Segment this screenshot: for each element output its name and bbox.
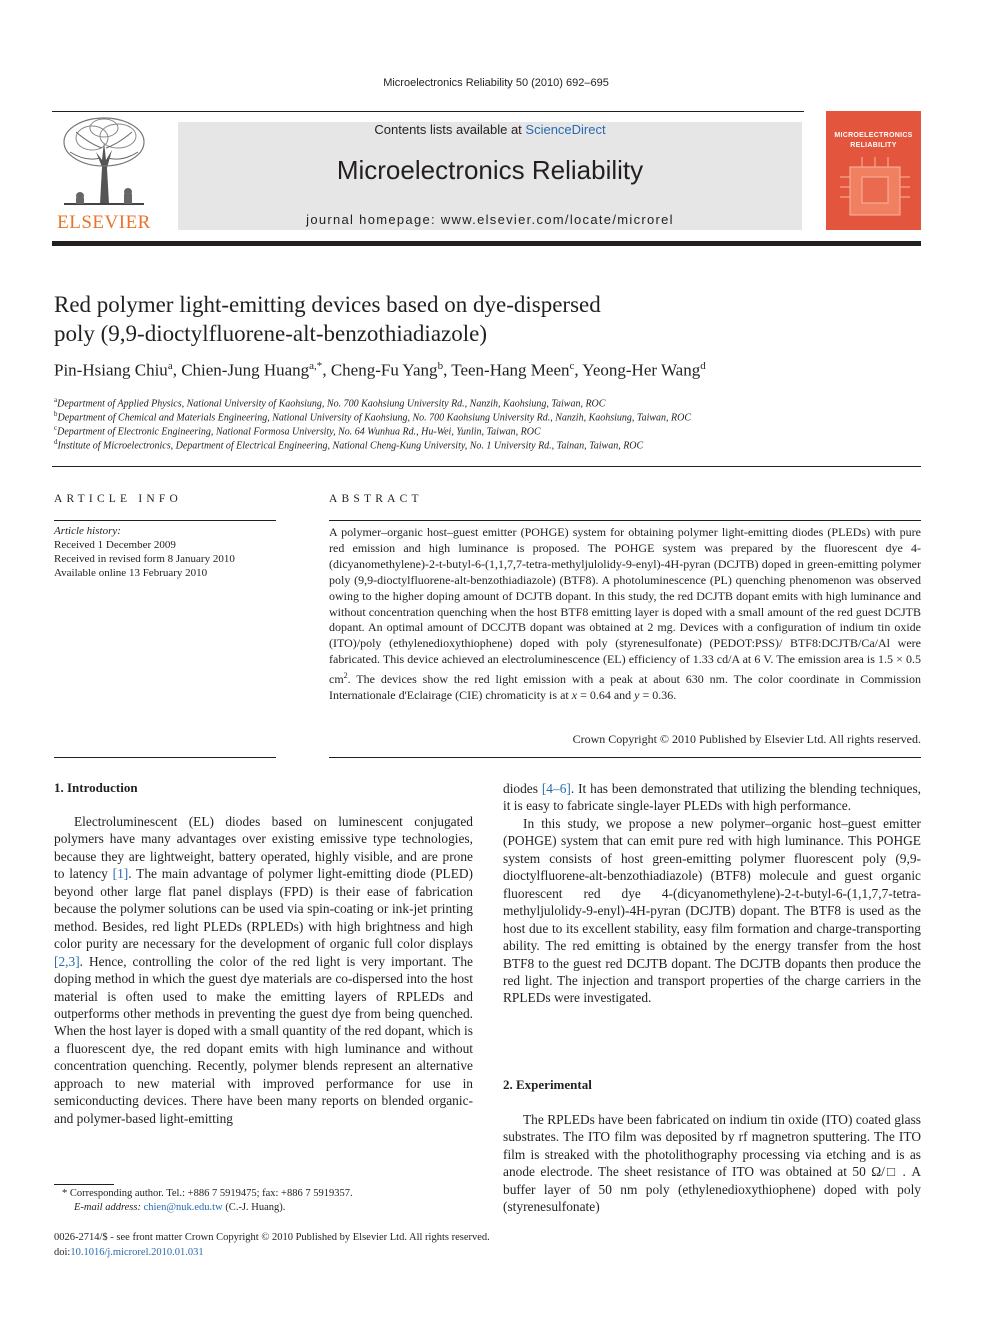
affiliation-marker: b	[54, 410, 58, 418]
corresponding-author-footnote	[62, 1187, 482, 1215]
publisher-logo[interactable]	[52, 112, 156, 236]
front-matter-line: 0026-2714/$ - see front matter Crown Copyright © 2010 Published by Elsevier Ltd. All rights reserved.	[54, 1232, 490, 1243]
abstract-copyright: Crown Copyright © 2010 Published by Elsevier Ltd. All rights reserved.	[572, 732, 921, 746]
cover-title-line-2: RELIABILITY	[850, 142, 897, 149]
section-rule	[52, 466, 921, 467]
received-date: Received 1 December 2009	[54, 539, 176, 551]
intro-paragraph: In this study, we propose a new polymer–organic host–guest emitter (POHGE) system that can emit pure red with high luminance. This POHGE system consists of host green-emitting polymer fluorescent poly (9,9-dioctylfluorene-alt-benzothiadiazole) (BTF8) molecule and guest organic fluorescent red dye 4-(dicyanomethylene)-2-t-butyl-6-(1,1,7,7-tetra-methyljulolidy-9-enyl)-4H-pyran (DCJTB) dopant. The BTF8 is used as the host due to its excellent stability, easy film formation and charge-transporting ability. The red emitting is obtained by the energy transfer from the host BTF8 to the guest red DCJTB dopant. The DCJTB dopants then produce the red light. The injection and transport properties of the charge carriers in the RPLEDs were investigated.	[503, 815, 921, 1006]
text-run: Electroluminescent (EL) diodes based on luminescent conjugated polymers have many advantages over existing emissive type technologies, because they are lightweight, battery operated, highly visible, and are prone to latency	[54, 814, 473, 882]
article-info-rule	[54, 520, 276, 521]
article-title-line-1: Red polymer light-emitting devices based on dye-dispersed	[54, 292, 601, 317]
email-link[interactable]: chien@nuk.edu.tw	[143, 1202, 223, 1213]
x-variable: x	[571, 688, 578, 703]
citation-link[interactable]: [2,3]	[54, 953, 80, 969]
footnote-contact: * Corresponding author. Tel.: +886 7 5919475; fax: +886 7 5919357.	[62, 1188, 353, 1199]
online-date: Available online 13 February 2010	[54, 567, 208, 579]
abstract-rule	[329, 757, 921, 758]
footnote-email-line	[62, 1201, 482, 1215]
affiliation	[54, 410, 924, 423]
left-column	[54, 813, 473, 1127]
right-column	[503, 780, 921, 1007]
citation-link[interactable]: [4–6]	[541, 781, 571, 796]
author-name[interactable]: Pin-Hsiang Chiu	[54, 360, 168, 380]
affiliation-text: Department of Chemical and Materials Engineering, National University of Kaohsiung, No. 700 Kaohsiung University Rd., Nanzih, Kaohsiung, Taiwan, ROC	[57, 412, 692, 424]
page-footer	[54, 1231, 654, 1260]
abstract-part: A polymer–organic host–guest emitter (POHGE) system for obtaining polymer light-emitting diodes (PLEDs) with pure red emission and high luminance is proposed. The POHGE system was prepared by the fluorescent dye 4-(dicyanomethylene)-2-t-butyl-6-(1,1,7,7-tetra-methyljulolidy-9-enyl)-4H-pyran (DCJTB) doped in green-emitting polymer poly (9,9-dioctylfluorene-alt-benzothiadiazole) (BTF8). A photoluminescence (PL) quenching phenomenon was observed owing to the higher doping amount of DCJTB dopant. In this study, the red DCJTB dopant emits with high luminance and without concentration quenching when the host BTF8 emitting layer is doped with a small amount of the red guest DCJTB dopant. An optimal amount of DCCJTB dopant was obtained at 2 mg. Devices with a configuration of indium tin oxide (ITO)/poly (ethylenedioxythiophene) doped with poly (styrenesulfonate) (PEDOT:PSS)/ BTF8:DCJTB/Ca/Al were fabricated. This device achieved an electroluminescence (EL) efficiency of 1.33 cd/A at 6 V. The emission area is 1.5 × 0.5 cm	[329, 525, 921, 687]
sciencedirect-link[interactable]: ScienceDirect	[525, 122, 606, 137]
text-run: . The main advantage of polymer light-emitting diode (PLED) beyond other large flat panel displays (FPD) is their ease of fabrication because the polymer solutions can be used via spin-coating or ink-jet printing method. Besides, red light PLEDs (RPLEDs) with high brightness and high color purity are necessary for the development of organic full color displays	[54, 866, 473, 952]
affiliation-text: Institute of Microelectronics, Department of Electrical Engineering, National Cheng-Kung University, No. 1 University Rd., Tainan, Taiwan, ROC	[57, 440, 644, 452]
revised-date: Received in revised form 8 January 2010	[54, 553, 235, 565]
contents-line	[178, 122, 802, 137]
author-affiliation-marker: c	[569, 360, 575, 372]
author-affiliation-marker: d	[700, 360, 706, 372]
journal-cover[interactable]	[826, 111, 921, 230]
cover-title	[826, 131, 921, 151]
author-name[interactable]: Cheng-Fu Yang	[330, 360, 438, 380]
history-label: Article history:	[54, 525, 121, 537]
section-heading-experimental: 2. Experimental	[503, 1077, 592, 1092]
text-run: . Hence, controlling the color of the red light is very important. The doping method in which the guest dye materials are co-dispersed into the host material is often used to make the emitting layers of RPLEDs and outperforms other methods in preventing the guest dye from being quenched. When the host layer is doped with a small quantity of the red dopant, which is a fluorescent dye, the red dopant emits with high luminance and without concentration quenching. Recently, polymer blends represent an alternative approach to new material with improved performance for use in semiconducting devices. There have been many reports on blended organic- and polymer-based light-emitting	[54, 953, 473, 1126]
abstract-heading: ABSTRACT	[329, 493, 423, 505]
author-name[interactable]: Chien-Jung Huang	[181, 360, 310, 380]
author-list: Pin-Hsiang Chiu$^a$, Chien-Jung Huang$^{a,*}$, Cheng-Fu Yang$^b$, Teen-Hang Meen$^c$, Yeong-Her Wang$^d$	[54, 360, 706, 380]
abstract-part: . The devices show the red light emission with a peak at about 630 nm. The color coordinate in Commission Internationale d'Eclairage (CIE) chromaticity is at	[329, 672, 921, 703]
running-head: Microelectronics Reliability 50 (2010) 692–695	[383, 77, 609, 89]
elsevier-tree-icon	[56, 112, 152, 207]
header-rule-thin	[52, 111, 804, 112]
area-exponent: 2	[343, 671, 348, 681]
author-name[interactable]: Teen-Hang Meen	[451, 360, 570, 380]
article-title	[54, 290, 854, 348]
doi-link[interactable]: 10.1016/j.microrel.2010.01.031	[70, 1246, 204, 1258]
affiliation-marker: c	[54, 424, 58, 432]
article-title-line-2: poly (9,9-dioctylfluorene-alt-benzothiadiazole)	[54, 321, 487, 346]
affiliation-marker: a	[54, 396, 58, 404]
cover-chip-icon	[840, 157, 910, 225]
doi-line	[54, 1246, 654, 1261]
intro-paragraph	[54, 813, 473, 1127]
author-affiliation-marker: a	[167, 360, 173, 372]
abstract-text	[329, 525, 921, 704]
article-info-heading: ARTICLE INFO	[54, 493, 182, 505]
author-name[interactable]: Yeong-Her Wang	[582, 360, 701, 380]
article-info-rule	[54, 757, 276, 758]
y-value: = 0.36.	[639, 688, 677, 703]
email-suffix: (C.-J. Huang).	[222, 1202, 286, 1213]
doi-prefix: doi:	[54, 1246, 71, 1258]
text-run: diodes	[503, 781, 542, 796]
section-heading-introduction: 1. Introduction	[54, 780, 138, 795]
experimental-column	[503, 1111, 921, 1216]
x-value: = 0.64 and	[577, 688, 635, 703]
author-affiliation-marker: b	[437, 360, 444, 372]
article-history	[54, 524, 276, 580]
cover-title-line-1: MICROELECTRONICS	[834, 132, 913, 139]
affiliation	[54, 424, 924, 437]
intro-paragraph-continued	[503, 780, 921, 815]
affiliation	[54, 396, 924, 409]
y-variable: y	[634, 688, 640, 703]
affiliation	[54, 438, 924, 451]
email-label: E-mail address:	[74, 1202, 144, 1213]
contents-prefix: Contents lists available at	[374, 122, 526, 137]
footnote-rule	[54, 1184, 114, 1185]
publisher-name: ELSEVIER	[57, 212, 151, 233]
journal-homepage[interactable]: journal homepage: www.elsevier.com/locate/microrel	[306, 212, 674, 227]
citation-link[interactable]: [1]	[112, 866, 129, 882]
affiliation-text: Department of Applied Physics, National University of Kaohsiung, No. 700 Kaohsiung University Rd., Nanzih, Kaohsiung, Taiwan, ROC	[57, 398, 606, 410]
author-affiliation-marker: a,*	[309, 360, 323, 372]
experimental-paragraph: The RPLEDs have been fabricated on indium tin oxide (ITO) coated glass substrates. The ITO film was deposited by rf magnetron sputtering. The ITO film is streaked with the photolithography processing via etching and is as anode electrode. The sheet resistance of ITO was obtained at 50 Ω/□ . A buffer layer of 50 nm poly (ethylenedioxythiophene) doped with poly (styrenesulfonate)	[503, 1112, 921, 1215]
header-rule-thick	[52, 241, 921, 246]
affiliation-text: Department of Electronic Engineering, National Formosa University, No. 64 Wunhua Rd., Hu-Wei, Yunlin, Taiwan, ROC	[57, 426, 541, 438]
text-run: . It has been demonstrated that utilizing the blending techniques, it is easy to fabricate single-layer PLEDs with high performance.	[503, 781, 922, 814]
journal-title[interactable]: Microelectronics Reliability	[336, 155, 644, 185]
affiliation-marker: d	[54, 438, 58, 446]
abstract-rule	[329, 520, 921, 521]
